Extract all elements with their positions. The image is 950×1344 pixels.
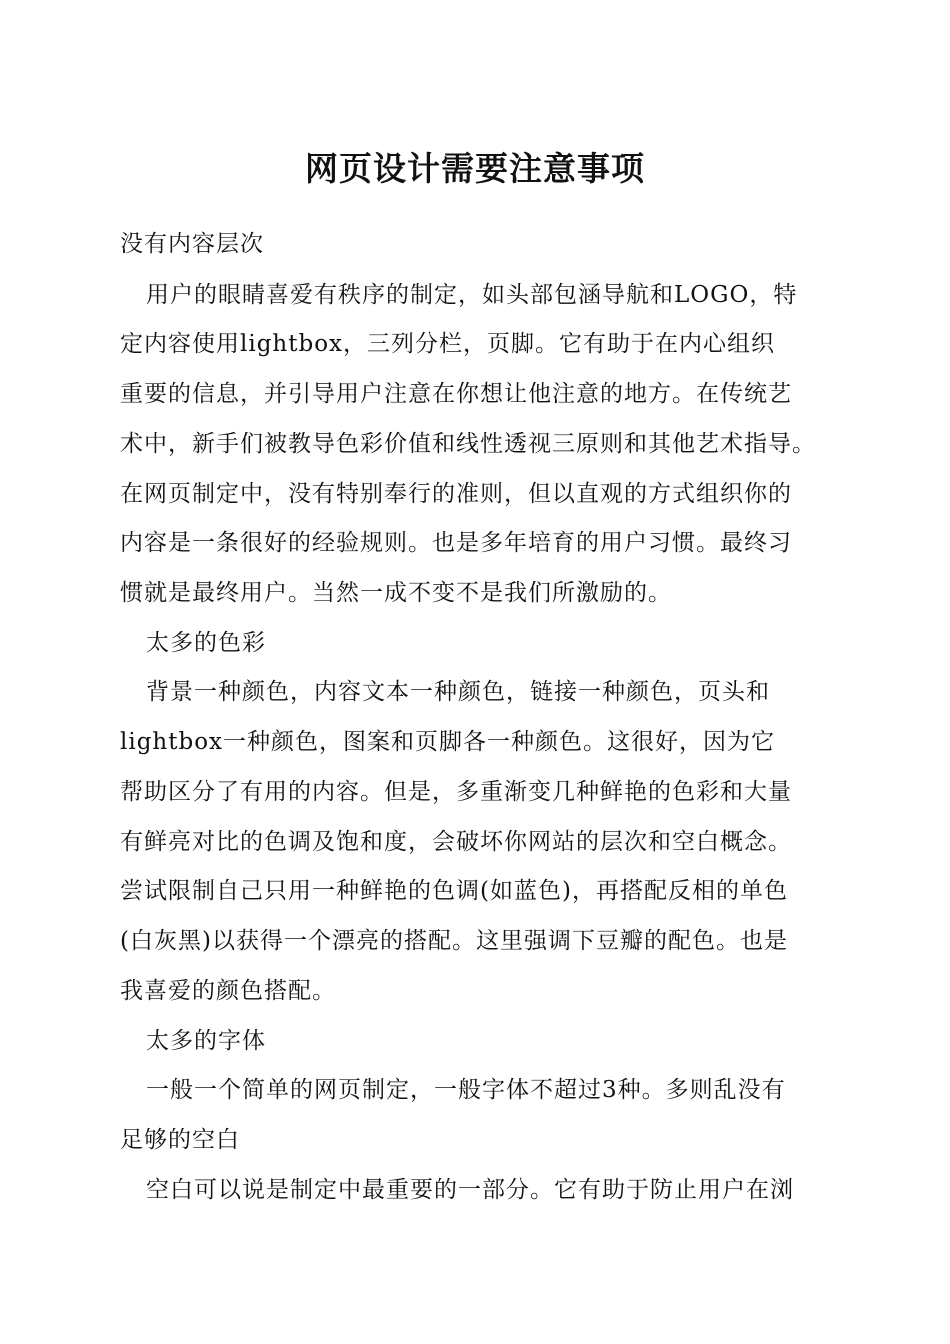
paragraph-line: 在网页制定中，没有特别奉行的准则，但以直观的方式组织你的 (120, 481, 792, 507)
paragraph-line: 空白可以说是制定中最重要的一部分。它有助于防止用户在浏 (146, 1177, 794, 1203)
paragraph-line: 用户的眼睛喜爱有秩序的制定，如头部包涵导航和LOGO，特 (146, 282, 798, 308)
paragraph-line: 定内容使用lightbox，三列分栏，页脚。它有助于在内心组织 (120, 331, 776, 357)
paragraph-line: 惯就是最终用户。当然一成不变不是我们所激励的。 (120, 580, 672, 606)
section-heading-too-many-fonts: 太多的字体 (146, 1028, 266, 1054)
paragraph-line: 有鲜亮对比的色调及饱和度，会破坏你网站的层次和空白概念。 (120, 829, 792, 855)
paragraph-line: 背景一种颜色，内容文本一种颜色，链接一种颜色，页头和 (146, 679, 770, 705)
paragraph-line: 尝试限制自己只用一种鲜艳的色调(如蓝色)，再搭配反相的单色 (120, 878, 788, 904)
paragraph-line: 我喜爱的颜色搭配。 (120, 978, 336, 1004)
paragraph-line: 帮助区分了有用的内容。但是，多重渐变几种鲜艳的色彩和大量 (120, 779, 792, 805)
paragraph-line: 内容是一条很好的经验规则。也是多年培育的用户习惯。最终习 (120, 530, 792, 556)
paragraph-line: (白灰黑)以获得一个漂亮的搭配。这里强调下豆瓣的配色。也是 (120, 928, 788, 954)
section-heading-content-hierarchy: 没有内容层次 (120, 231, 264, 257)
page-title: 网页设计需要注意事项 (305, 149, 645, 188)
paragraph-line: 一般一个简单的网页制定，一般字体不超过3种。多则乱没有 (146, 1077, 786, 1103)
section-heading-whitespace: 足够的空白 (120, 1127, 240, 1153)
paragraph-line: 术中，新手们被教导色彩价值和线性透视三原则和其他艺术指导。 (120, 431, 816, 457)
paragraph-line: lightbox一种颜色，图案和页脚各一种颜色。这很好，因为它 (120, 729, 776, 755)
section-heading-too-many-colors: 太多的色彩 (146, 630, 266, 656)
paragraph-line: 重要的信息，并引导用户注意在你想让他注意的地方。在传统艺 (120, 381, 792, 407)
